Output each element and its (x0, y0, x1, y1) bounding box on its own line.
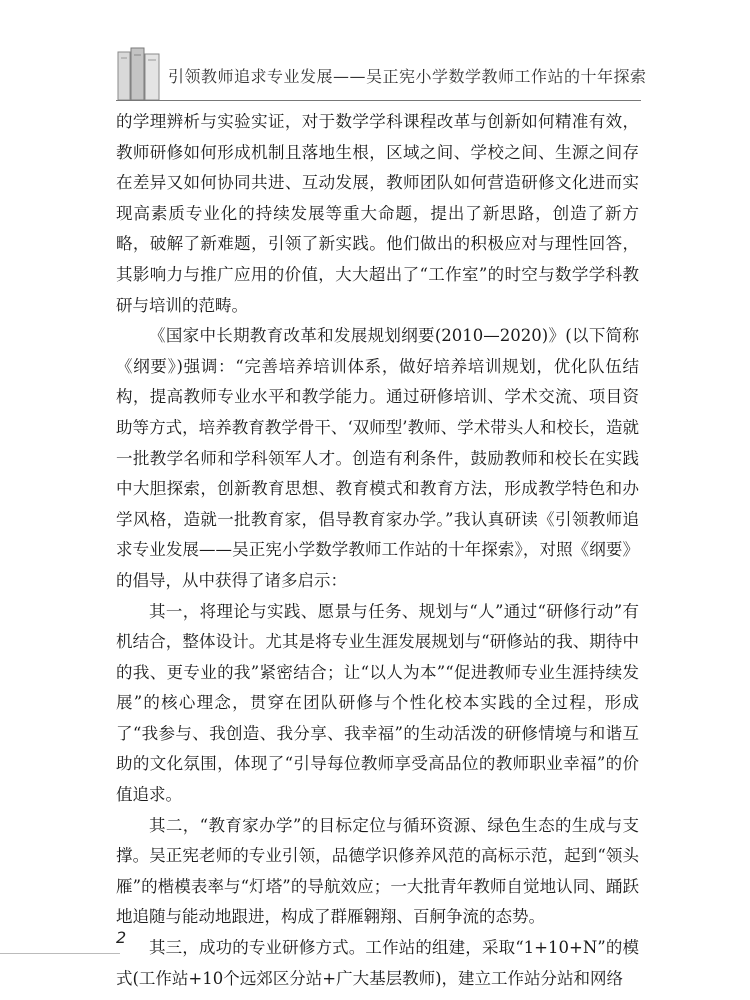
paragraph-first-point: 其一，将理论与实践、愿景与任务、规划与“人”通过“研修行动”有机结合，整体设计。尤其是将专业生涯发展规划与“研修站的我、期待中的我、更专业的我”紧密结合；让“以人为本”“促进教师专业生涯持续发展”的核心理念，贯穿在团队研修与个性化校本实践的全过程，形成了“我参与、我创造、我分享、我幸福”的生动活泼的研修情境与和谐互助的文化氛围，体现了“引导每位教师享受高品位的教师职业幸福”的价值追求。 (116, 601, 639, 805)
article-body (116, 107, 639, 994)
header-divider (116, 100, 641, 101)
paragraph-third-point: 其三，成功的专业研修方式。工作站的组建，采取“1+10+N”的模式(工作站+10个远郊区分站+广大基层教师)，建立工作站分站和网络 (116, 938, 639, 988)
book-stack-icon (116, 42, 162, 102)
page-number: 2 (116, 928, 127, 947)
running-header (0, 0, 750, 112)
footer-divider (0, 953, 120, 954)
paragraph-continued: 的学理辨析与实验实证，对于数学学科课程改革与创新如何精准有效，教师研修如何形成机制且落地生根，区域之间、学校之间、生源之间存在差异又如何协同共进、互动发展，教师团队如何营造研修文化进而实现高素质专业化的持续发展等重大命题，提出了新思路，创造了新方略，破解了新难题，引领了新实践。他们做出的积极应对与理性回答，其影响力与推广应用的价值，大大超出了“工作室”的时空与数学学科教研与培训的范畴。 (116, 112, 639, 315)
paragraph-second-point: 其二，“教育家办学”的目标定位与循环资源、绿色生态的生成与支撑。吴正宪老师的专业引领，品德学识修养风范的高标示范，起到“领头雁”的楷模表率与“灯塔”的导航效应；一大批青年教师自觉地认同、踊跃地追随与能动地跟进，构成了群雁翱翔、百舸争流的态势。 (116, 815, 639, 927)
paragraph-outline-quote: 《国家中长期教育改革和发展规划纲要(2010—2020)》(以下简称《纲要》)强调：“完善培养培训体系，做好培养培训规划，优化队伍结构，提高教师专业水平和教学能力。通过研修培训、学术交流、项目资助等方式，培养教育教学骨干、‘双师型’教师、学术带头人和校长，造就一批教学名师和学科领军人才。创造有利条件，鼓励教师和校长在实践中大胆探索，创新教育思想、教育模式和教育方法，形成教学特色和办学风格，造就一批教育家，倡导教育家办学。”我认真研读《引领教师追求专业发展——吴正宪小学数学教师工作站的十年探索》，对照《纲要》的倡导，从中获得了诸多启示： (116, 326, 639, 590)
header-title: 引领教师追求专业发展——吴正宪小学数学教师工作站的十年探索 (168, 67, 647, 86)
